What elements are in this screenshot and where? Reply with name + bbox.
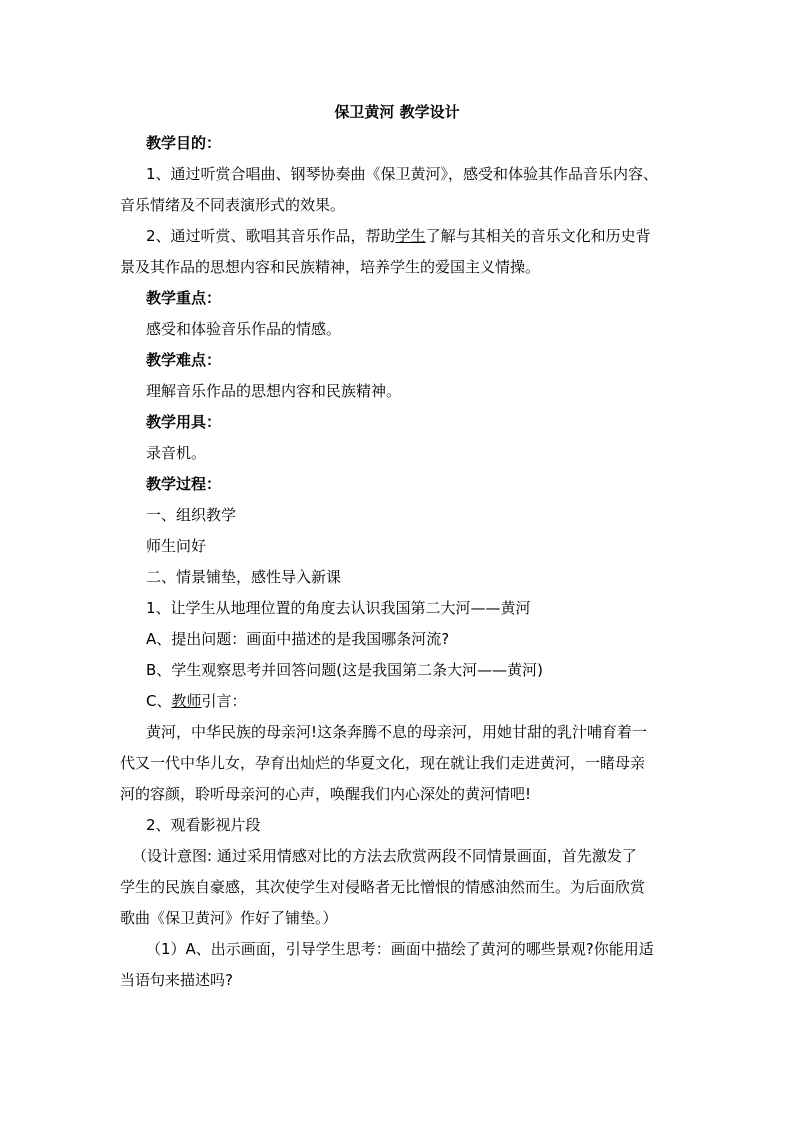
step-1-text: 师生问好 [146, 537, 207, 555]
goal-1-line-1: 1、通过听赏合唱曲、钢琴协奏曲《保卫黄河》，感受和体验其作品音乐内容、 [146, 165, 659, 183]
step-2-1-b: B、学生观察思考并回答问题(这是我国第二条大河——黄河) [146, 661, 543, 679]
goal-1-line-2: 音乐情绪及不同表演形式的效果。 [120, 196, 346, 214]
process-heading: 教学过程： [146, 475, 222, 493]
difficulty-heading: 教学难点： [146, 351, 222, 369]
goal-2-text-a: 2、通过听赏、歌唱其音乐作品，帮助 [146, 227, 396, 245]
goal-2-line-1 [120, 221, 680, 252]
tools-text: 录音机。 [146, 444, 207, 462]
goal-2-paragraph [120, 221, 680, 283]
step-2-1-c-underlined-teacher: 教师 [171, 692, 202, 710]
design-line-3: 歌曲《保卫黄河》作好了铺垫。） [120, 909, 338, 927]
step-2-2: 2、观看影视片段 [146, 816, 261, 834]
step-1: 一、组织教学 [146, 506, 237, 524]
step-2-1: 1、让学生从地理位置的角度去认识我国第二大河——黄河 [146, 599, 531, 617]
design-line-2: 学生的民族自豪感，其次使学生对侵略者无比憎恨的情感油然而生。为后面欣赏 [120, 878, 646, 896]
goal-2-line-2: 景及其作品的思想内容和民族精神，培养学生的爱国主义情操。 [120, 258, 541, 276]
tools-heading: 教学用具： [146, 413, 222, 431]
goal-2-underlined-student: 学生 [395, 227, 426, 245]
goal-2-text-b: 了解与其相关的音乐文化和历史背 [425, 227, 651, 245]
intro-line-1: 黄河，中华民族的母亲河!这条奔腾不息的母亲河，用她甘甜的乳汁哺育着一 [146, 723, 648, 741]
goal-1-paragraph [120, 159, 680, 221]
question-1-paragraph [120, 934, 680, 996]
step-2-1-c-prefix: C、 [146, 692, 172, 710]
step-2: 二、情景铺垫，感性导入新课 [146, 568, 342, 586]
document-title: 保卫黄河 教学设计 [334, 103, 460, 121]
key-text: 感受和体验音乐作品的情感。 [146, 320, 342, 338]
step-2-1-a: A、提出问题：画面中描述的是我国哪条河流? [146, 630, 450, 648]
intro-paragraph [120, 717, 680, 810]
design-line-1: （设计意图: 通过采用情感对比的方法去欣赏两段不同情景画面，首先激发了 [132, 847, 637, 865]
intro-line-2: 代又一代中华儿女，孕育出灿烂的华夏文化，现在就让我们走进黄河，一睹母亲 [120, 754, 646, 772]
q1-line-1: （1）A、出示画面，引导学生思考：画面中描绘了黄河的哪些景观?你能用适 [146, 940, 654, 958]
goal-heading: 教学目的： [146, 134, 222, 152]
key-heading: 教学重点： [146, 289, 222, 307]
step-2-1-c [146, 686, 706, 717]
intro-line-3: 河的容颜，聆听母亲河的心声，唤醒我们内心深处的黄河情吧! [120, 785, 532, 803]
q1-line-2: 当语句来描述吗? [120, 971, 233, 989]
difficulty-text: 理解音乐作品的思想内容和民族精神。 [146, 382, 402, 400]
design-intent-paragraph [120, 841, 680, 934]
step-2-1-c-suffix: 引言： [201, 692, 247, 710]
